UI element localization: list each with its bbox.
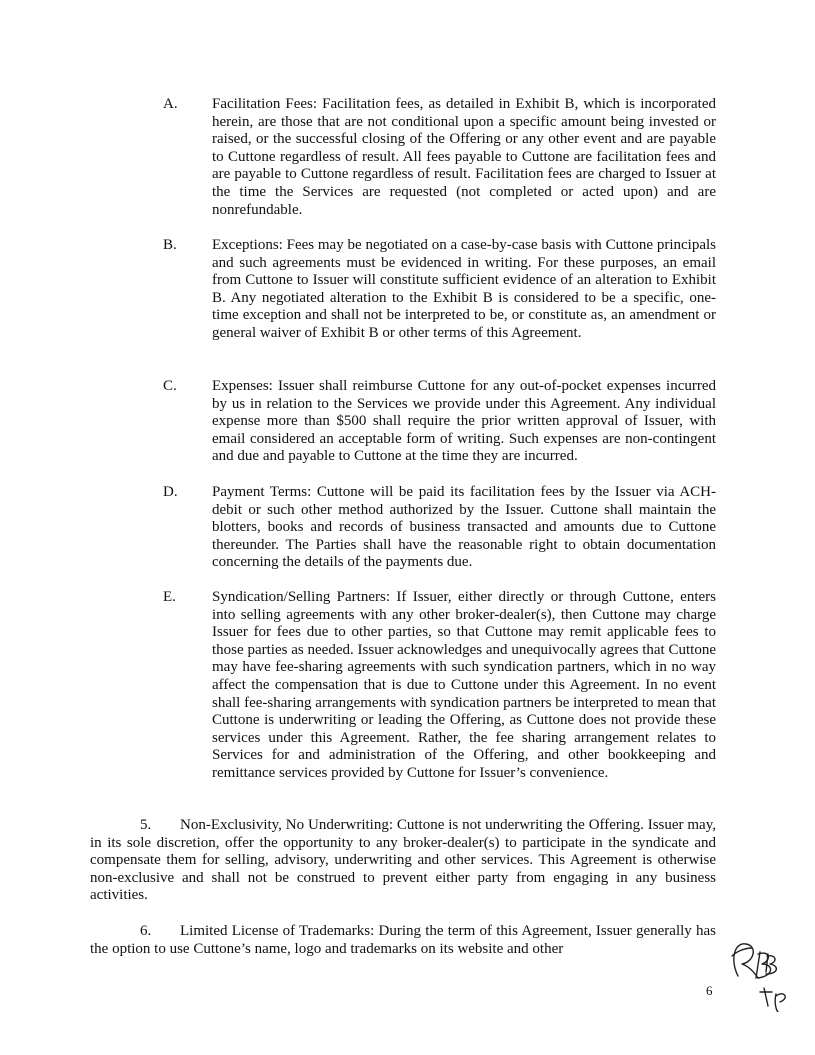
list-item-e [163,589,716,783]
list-item-c [163,378,716,466]
handwritten-initials [724,932,804,1012]
section-number: 6. [140,923,152,939]
item-letter: A. [163,96,178,112]
item-letter: E. [163,589,176,605]
section-text: Non-Exclusivity, No Underwriting: Cuttone is not underwriting the Offering. Issuer may, in its sole discretion, offer the opportunity to any broker-dealer(s) to participate in the syndicate and compensate them for selling, advisory, underwriting and other services. This Agreement is otherwise non-exclusive and shall not be construed to prevent either party from engaging in any business activities. [90,817,716,904]
list-item-b [163,237,716,343]
section-number: 5. [140,817,152,833]
item-text: Payment Terms: Cuttone will be paid its facilitation fees by the Issuer via ACH-debit or such other method authorized by the Issuer. Cuttone shall maintain the blotters, books and records of business transacted and amounts due to Cuttone thereunder. The Parties shall have the reasonable right to obtain documentation concerning the details of the payments due. [212,484,716,571]
item-text: Expenses: Issuer shall reimburse Cuttone for any out-of-pocket expenses incurred by us in relation to the Services we provide under this Agreement. Any individual expense more than $500 shall require the prior written approval of Issuer, with email considered an acceptable form of writing. Such expenses are non-contingent and due and payable to Cuttone at the time they are incurred. [212,378,716,465]
item-text: Syndication/Selling Partners: If Issuer, either directly or through Cuttone, enters into selling agreements with any other broker-dealer(s), then Cuttone may charge Issuer for fees due to other parties, so that Cuttone may remit applicable fees to those parties as needed. Issuer acknowledges and unequivocally agrees that Cuttone may have fee-sharing agreements with such syndication partners, which in no way affect the compensation that is due to Cuttone under this Agreement. In no event shall fee-sharing arrangements with syndication partners be interpreted to mean that Cuttone is underwriting or leading the Offering, as Cuttone does not provide these services under this Agreement. Rather, the fee sharing arrangement relates to Services for and administration of the Offering, and other bookkeeping and remittance services provided by Cuttone for Issuer’s convenience. [212,589,716,781]
item-letter: B. [163,237,177,253]
item-letter: D. [163,484,178,500]
list-item-a [163,96,716,219]
item-text: Facilitation Fees: Facilitation fees, as detailed in Exhibit B, which is incorporated herein, are those that are not conditional upon a specific amount being invested or raised, or the successful closing of the Offering or any other event and are payable to Cuttone regardless of result. All fees payable to Cuttone are facilitation fees and are payable to Cuttone regardless of result. Facilitation fees are charged to Issuer at the time the Services are requested (not completed or acted upon) and are nonrefundable. [212,96,716,218]
section-6 [90,923,716,958]
list-item-d [163,484,716,572]
section-text: Limited License of Trademarks: During the term of this Agreement, Issuer generally has the option to use Cuttone’s name, logo and trademarks on its website and other [90,923,716,957]
item-letter: C. [163,378,177,394]
item-text: Exceptions: Fees may be negotiated on a case-by-case basis with Cuttone principals and such agreements must be evidenced in writing. For these purposes, an email from Cuttone to Issuer will constitute sufficient evidence of an alteration to Exhibit B. Any negotiated alteration to the Exhibit B is considered to be a specific, one-time exception and shall not be interpreted to be, or constitute as, an amendment or general waiver of Exhibit B or other terms of this Agreement. [212,237,716,341]
section-5 [90,817,716,905]
page-number: 6 [706,983,713,998]
